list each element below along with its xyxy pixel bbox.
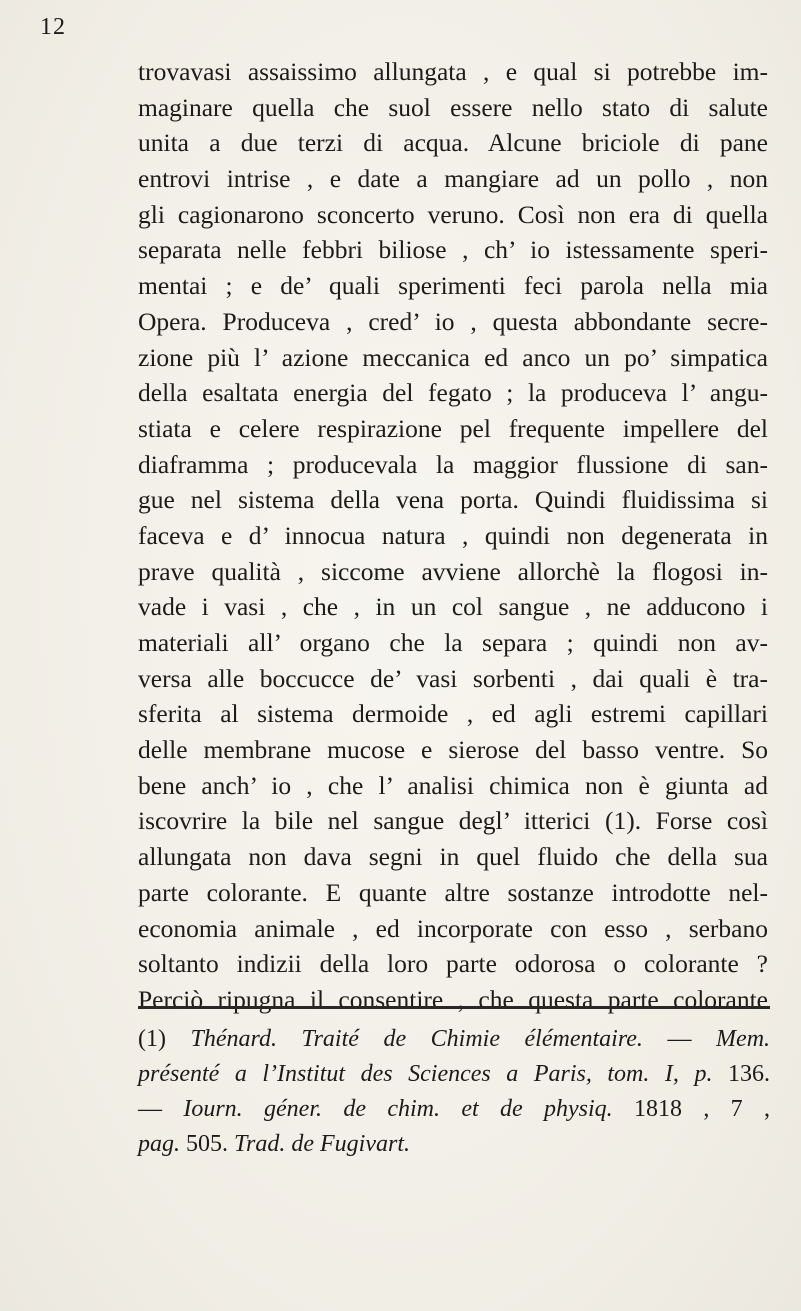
text-line: materiali all’ organo che la separa ; quindi non av- — [138, 628, 768, 657]
text-line: Perciò ripugna il consentire , che questa parte colorante — [138, 984, 768, 1014]
footnote-line — [138, 1057, 770, 1092]
footnote-line — [138, 1092, 770, 1127]
footnote-line — [138, 1022, 770, 1057]
text-line: diaframma ; producevala la maggior flussione di san- — [138, 449, 768, 479]
text-line: trovavasi assaissimo allungata , e qual si potrebbe im- — [138, 57, 768, 86]
text-line: delle membrane mucose e sierose del basso ventre. So — [138, 735, 768, 765]
text-line: maginare quella che suol essere nello stato di salute — [138, 92, 768, 122]
text-line: gli cagionarono sconcerto veruno. Così non era di quella — [138, 199, 768, 229]
footnote — [138, 1022, 770, 1162]
text-line: allungata non dava segni in quel fluido che della sua — [138, 842, 768, 872]
footnote-presented: présenté a l’Institut des Sciences a Paris, tom. I, p. — [138, 1061, 713, 1087]
text-line: della esaltata energia del fegato ; la produceva l’ angu- — [138, 378, 768, 408]
footnote-pagenum: 505. — [180, 1131, 228, 1157]
text-line: mentai ; e de’ quali sperimenti feci parola nella mia — [138, 271, 768, 301]
footnote-volume: 1818 , 7 , — [612, 1096, 770, 1122]
text-line: entrovi intrise , e date a mangiare ad un pollo , non — [138, 164, 768, 194]
text-line: sferita al sistema dermoide , ed agli estremi capillari — [138, 699, 768, 729]
text-line: bene anch’ io , che l’ analisi chimica non è giunta ad — [138, 770, 768, 800]
footnote-translator: Trad. de Fugivart. — [228, 1131, 411, 1157]
footnote-title: Traité de Chimie élémentaire. — [277, 1026, 643, 1052]
text-line: iscovrire la bile nel sangue degl’ itterici (1). Forse così — [138, 806, 768, 836]
text-line: gue nel sistema della vena porta. Quindi fluidissima si — [138, 485, 768, 515]
footnote-dash: — — [642, 1026, 717, 1052]
footnote-line — [138, 1127, 770, 1162]
text-line: prave qualità , siccome avviene allorchè la flogosi in- — [138, 556, 768, 586]
footnote-mark: (1) — [138, 1026, 191, 1052]
footnote-author: Thénard. — [190, 1026, 277, 1052]
text-line: unita a due terzi di acqua. Alcune briciole di pane — [138, 128, 768, 158]
text-line: Opera. Produceva , cred’ io , questa abbondante secre- — [138, 306, 768, 336]
footnote-journal: Iourn. géner. de chim. et de physiq. — [183, 1096, 613, 1122]
text-line: stiata e celere respirazione pel frequente impellere del — [138, 413, 768, 443]
text-line: soltanto indizii della loro parte odorosa o colorante ? — [138, 949, 768, 979]
page-number: 12 — [40, 14, 66, 40]
text-line: versa alle boccucce de’ vasi sorbenti , dai quali è tra- — [138, 663, 768, 693]
body-text — [138, 54, 768, 1018]
footnote-page: 136. — [712, 1061, 771, 1087]
footnote-memoir: Mem. — [716, 1026, 771, 1052]
text-line: separata nelle febbri biliose , ch’ io istessamente speri- — [138, 235, 768, 265]
text-line: parte colorante. E quante altre sostanze introdotte nel- — [138, 877, 768, 907]
footnote-pag: pag. — [138, 1131, 180, 1157]
footnote-dash: — — [138, 1096, 184, 1122]
text-line: zione più l’ azione meccanica ed anco un po’ simpatica — [138, 342, 768, 372]
footnote-divider — [138, 1006, 770, 1009]
text-line: economia animale , ed incorporate con esso , serbano — [138, 913, 768, 943]
text-line: vade i vasi , che , in un col sangue , ne adducono i — [138, 592, 768, 622]
text-line: faceva e d’ innocua natura , quindi non degenerata in — [138, 520, 768, 550]
